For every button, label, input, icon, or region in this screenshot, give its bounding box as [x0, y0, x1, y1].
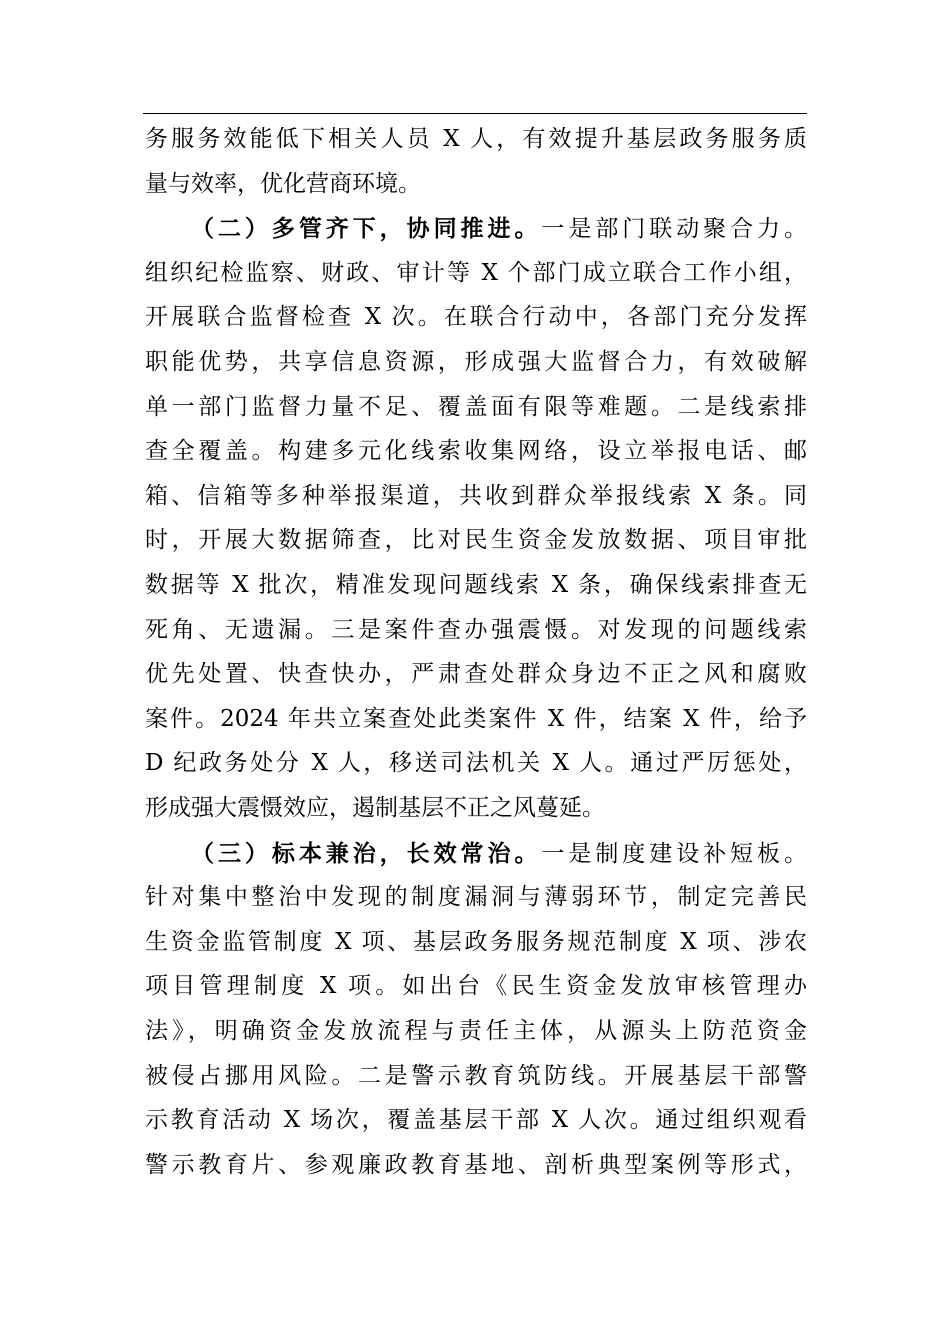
text-line	[145, 786, 807, 831]
line-text: 优先处置、快查快办，严肃查处群众身边不正之风和腐败	[145, 661, 807, 688]
text-line	[145, 117, 807, 162]
line-text: 形成强大震慑效应，遏制基层不正之风蔓延。	[145, 795, 605, 821]
text-line	[191, 206, 807, 251]
line-text: 生资金监管制度 X 项、基层政务服务规范制度 X 项、涉农	[145, 928, 807, 955]
text-line	[145, 964, 807, 1009]
line-text: 职能优势，共享信息资源，形成强大监督合力，有效破解	[145, 349, 807, 375]
line-text: 单一部门监督力量不足、覆盖面有限等难题。二是线索排	[145, 393, 807, 420]
text-line	[145, 340, 807, 385]
line-text: 针对集中整治中发现的制度漏洞与薄弱环节，制定完善民	[145, 884, 807, 911]
text-line	[145, 875, 807, 920]
line-text: 死角、无遗漏。三是案件查办强震慑。对发现的问题线索	[145, 616, 807, 643]
line-text: 案件。2024 年共立案查处此类案件 X 件，结案 X 件，给予	[145, 705, 807, 732]
section-heading: （三）标本兼治，长效常治。	[191, 839, 542, 867]
line-text: 箱、信箱等多种举报渠道，共收到群众举报线索 X 条。同	[145, 482, 807, 509]
text-line	[145, 1098, 807, 1143]
text-line	[145, 920, 807, 965]
text-line	[145, 652, 807, 697]
line-text: 查全覆盖。构建多元化线索收集网络，设立举报电话、邮	[145, 438, 807, 465]
line-text: D 纪政务处分 X 人，移送司法机关 X 人。通过严厉惩处，	[145, 750, 807, 777]
text-line	[145, 429, 807, 474]
line-text: 一是部门联动聚合力。	[541, 216, 808, 243]
line-text: 警示教育片、参观廉政教育基地、剖析典型案例等形式，	[145, 1151, 807, 1178]
line-text: 示教育活动 X 场次，覆盖基层干部 X 人次。通过组织观看	[145, 1107, 807, 1134]
line-text: 组织纪检监察、财政、审计等 X 个部门成立联合工作小组，	[145, 259, 807, 286]
text-line	[191, 831, 807, 876]
line-text: 被侵占挪用风险。二是警示教育筑防线。开展基层干部警	[145, 1062, 807, 1089]
line-text: 时，开展大数据筛查，比对民生资金发放数据、项目审批	[145, 527, 807, 554]
line-text: 开展联合监督检查 X 次。在联合行动中，各部门充分发挥	[145, 304, 807, 331]
line-text: 数据等 X 批次，精准发现问题线索 X 条，确保线索排查无	[145, 572, 807, 598]
text-line	[145, 697, 807, 742]
text-line	[145, 251, 807, 296]
section-heading: （二）多管齐下，协同推进。	[191, 215, 542, 243]
header-rule	[143, 113, 807, 114]
text-line	[145, 1054, 807, 1099]
text-line	[145, 1009, 807, 1054]
line-text: 量与效率，优化营商环境。	[145, 170, 421, 197]
text-line	[145, 1143, 807, 1188]
line-text: 务服务效能低下相关人员 X 人，有效提升基层政务服务质	[145, 126, 807, 152]
line-text: 一是制度建设补短板。	[541, 840, 808, 867]
line-text: 项目管理制度 X 项。如出台《民生资金发放审核管理办	[145, 973, 807, 1000]
text-line	[145, 518, 807, 563]
text-line	[145, 295, 807, 340]
text-line	[145, 608, 807, 653]
line-text: 法》，明确资金发放流程与责任主体，从源头上防范资金	[145, 1018, 807, 1044]
text-line	[145, 385, 807, 430]
text-line	[145, 474, 807, 519]
text-line	[145, 162, 807, 207]
text-line	[145, 563, 807, 608]
text-line	[145, 741, 807, 786]
